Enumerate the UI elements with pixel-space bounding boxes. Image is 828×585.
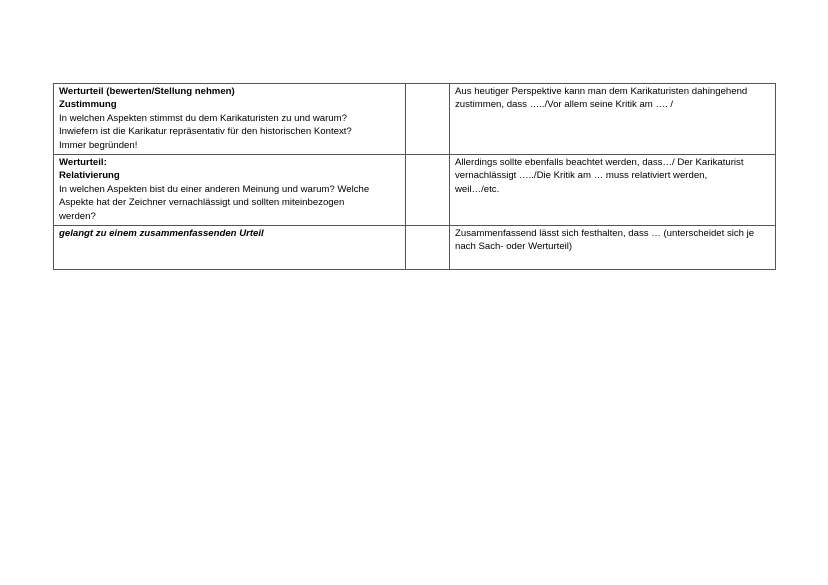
criteria-cell xyxy=(54,84,406,155)
answer-line: nach Sach- oder Werturteil) xyxy=(455,241,573,253)
table-row xyxy=(54,226,776,270)
assessment-table xyxy=(53,83,776,270)
question-line: werden? xyxy=(59,210,96,222)
answer-line: Aus heutiger Perspektive kann man dem Karikaturisten dahingehend xyxy=(455,86,748,97)
row-heading: Werturteil (bewerten/Stellung nehmen) xyxy=(59,86,235,97)
answer-line: vernachlässigt …../Die Kritik am … muss relativiert werden, xyxy=(455,170,708,182)
row-heading: Werturteil: xyxy=(59,157,107,169)
answer-cell xyxy=(450,226,776,270)
question-line: In welchen Aspekten stimmst du dem Karikaturisten zu und warum? xyxy=(59,112,347,124)
empty-cell xyxy=(406,155,450,226)
question-line: In welchen Aspekten bist du einer anderen Meinung und warum? Welche xyxy=(59,183,370,195)
answer-line: zustimmen, dass …../Vor allem seine Kritik am …. / xyxy=(455,99,674,111)
answer-cell xyxy=(450,84,776,155)
table-row xyxy=(54,155,776,226)
empty-cell xyxy=(406,84,450,155)
answer-line: Allerdings sollte ebenfalls beachtet werden, dass…/ Der Karikaturist xyxy=(455,157,744,169)
question-line: Aspekte hat der Zeichner vernachlässigt und sollten miteinbezogen xyxy=(59,197,345,209)
answer-cell xyxy=(450,155,776,226)
answer-line: Zusammenfassend lässt sich festhalten, dass … (unterscheidet sich je xyxy=(455,228,755,240)
empty-cell xyxy=(406,226,450,270)
row-subheading: Zustimmung xyxy=(59,99,117,111)
row-heading: gelangt zu einem zusammenfassenden Urteil xyxy=(59,228,264,240)
question-line: Inwiefern ist die Karikatur repräsentativ für den historischen Kontext? xyxy=(59,126,352,138)
row-subheading: Relativierung xyxy=(59,170,120,182)
criteria-cell xyxy=(54,155,406,226)
answer-line: weil…/etc. xyxy=(455,183,500,195)
table-row xyxy=(54,84,776,155)
criteria-cell xyxy=(54,226,406,270)
question-line: Immer begründen! xyxy=(59,139,138,151)
